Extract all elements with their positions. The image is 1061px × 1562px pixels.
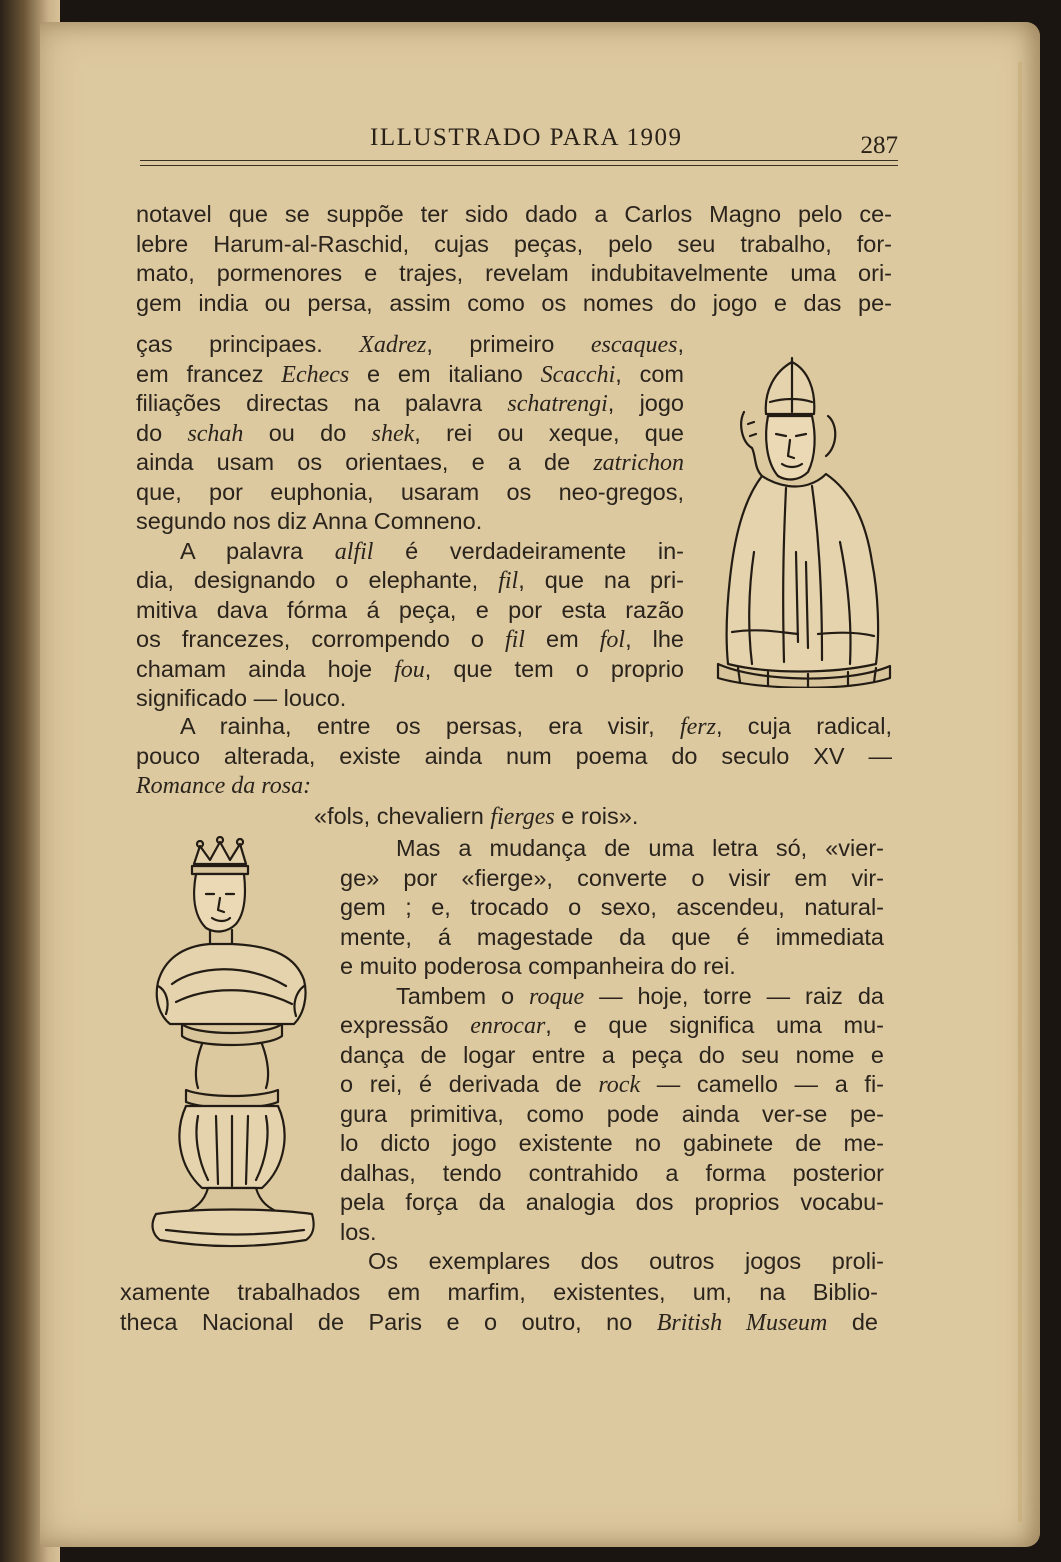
text-line: chamam ainda hoje fou, que tem o proprio bbox=[136, 655, 684, 683]
page-number: 287 bbox=[860, 132, 898, 159]
running-head bbox=[140, 124, 900, 164]
text-line: pela força da analogia dos proprios vocabu- bbox=[340, 1189, 884, 1215]
text-line: Tambem o roque — hoje, torre — raiz da bbox=[396, 982, 884, 1010]
text-line: gem india ou persa, assim como os nomes do jogo e das pe- bbox=[136, 289, 892, 316]
text-line: segundo nos diz Anna Comneno. bbox=[136, 508, 483, 534]
text-line: mente, á magestade da que é immediata bbox=[340, 923, 884, 950]
page-edge bbox=[1018, 62, 1022, 1522]
text-line: notavel que se suppõe ter sido dado a Carlos Magno pelo ce- bbox=[136, 201, 892, 227]
text-line: pouco alterada, existe ainda num poema do seculo XV — bbox=[136, 742, 892, 769]
text-line: gem ; e, trocado o sexo, ascendeu, natural- bbox=[340, 894, 884, 920]
queen-figure bbox=[136, 836, 332, 1256]
text-line: em francez Echecs e em italiano Scacchi, com bbox=[136, 360, 684, 388]
text-line: xamente trabalhados em marfim, existentes, um, na Biblio- bbox=[120, 1279, 878, 1305]
header-title: ILLUSTRADO PARA 1909 bbox=[370, 124, 683, 151]
text-line: theca Nacional de Paris e o outro, no British Museum de bbox=[120, 1308, 878, 1336]
text-line: dia, designando o elephante, fil, que na pri- bbox=[136, 567, 684, 594]
text-line: e muito poderosa companheira do rei. bbox=[340, 953, 736, 979]
text-column bbox=[136, 330, 684, 714]
text-line: significado — louco. bbox=[136, 685, 347, 711]
text-line: Romance da rosa: bbox=[136, 773, 312, 799]
text-line: expressão enrocar, e que significa uma mu- bbox=[340, 1012, 884, 1039]
text-line: mitiva dava fórma á peça, e por esta razão bbox=[136, 596, 684, 623]
text-line: dança de logar entre a peça do seu nome e bbox=[340, 1041, 884, 1068]
text-line: A rainha, entre os persas, era visir, ferz, cuja radical, bbox=[180, 713, 892, 740]
paragraph bbox=[120, 1278, 878, 1337]
text-line: ge» por «fierge», converte o visir em vir- bbox=[340, 864, 884, 891]
quote bbox=[314, 802, 794, 832]
text-line: os francezes, corrompendo o fil em fol, lhe bbox=[136, 626, 684, 653]
text-line: mato, pormenores e trajes, revelam indubitavelmente uma ori- bbox=[136, 260, 892, 286]
text-line: lo dicto jogo existente no gabinete de me- bbox=[340, 1130, 884, 1156]
text-line: ças principaes. Xadrez, primeiro escaques, bbox=[136, 331, 684, 358]
text-line: A palavra alfil é verdadeiramente in- bbox=[180, 537, 684, 565]
text-line: «fols, chevaliern fierges e rois». bbox=[314, 803, 639, 830]
text-line: los. bbox=[340, 1218, 377, 1245]
bishop-figure bbox=[708, 352, 900, 688]
text-line: Mas a mudança de uma letra só, «vier- bbox=[396, 835, 884, 861]
text-line: lebre Harum-al-Raschid, cujas peças, pelo seu trabalho, for- bbox=[136, 230, 892, 257]
text-line: gura primitiva, como pode ainda ver-se pe- bbox=[340, 1100, 884, 1127]
paragraph bbox=[136, 712, 892, 801]
text-line: o rei, é derivada de rock — camello — a fi- bbox=[340, 1071, 884, 1098]
header-rule bbox=[140, 160, 898, 161]
text-column bbox=[340, 834, 884, 1277]
text-line: Os exemplares dos outros jogos proli- bbox=[368, 1248, 884, 1274]
text-line: dalhas, tendo contrahido a forma posterior bbox=[340, 1159, 884, 1186]
text-line: que, por euphonia, usaram os neo-gregos, bbox=[136, 478, 684, 505]
header-rule bbox=[140, 165, 898, 166]
text-line: do schah ou do shek, rei ou xeque, que bbox=[136, 419, 684, 447]
paragraph bbox=[136, 200, 892, 318]
text-line: filiações directas na palavra schatrengi, jogo bbox=[136, 390, 684, 417]
text-line: ainda usam os orientaes, e a de zatrichon bbox=[136, 449, 684, 476]
